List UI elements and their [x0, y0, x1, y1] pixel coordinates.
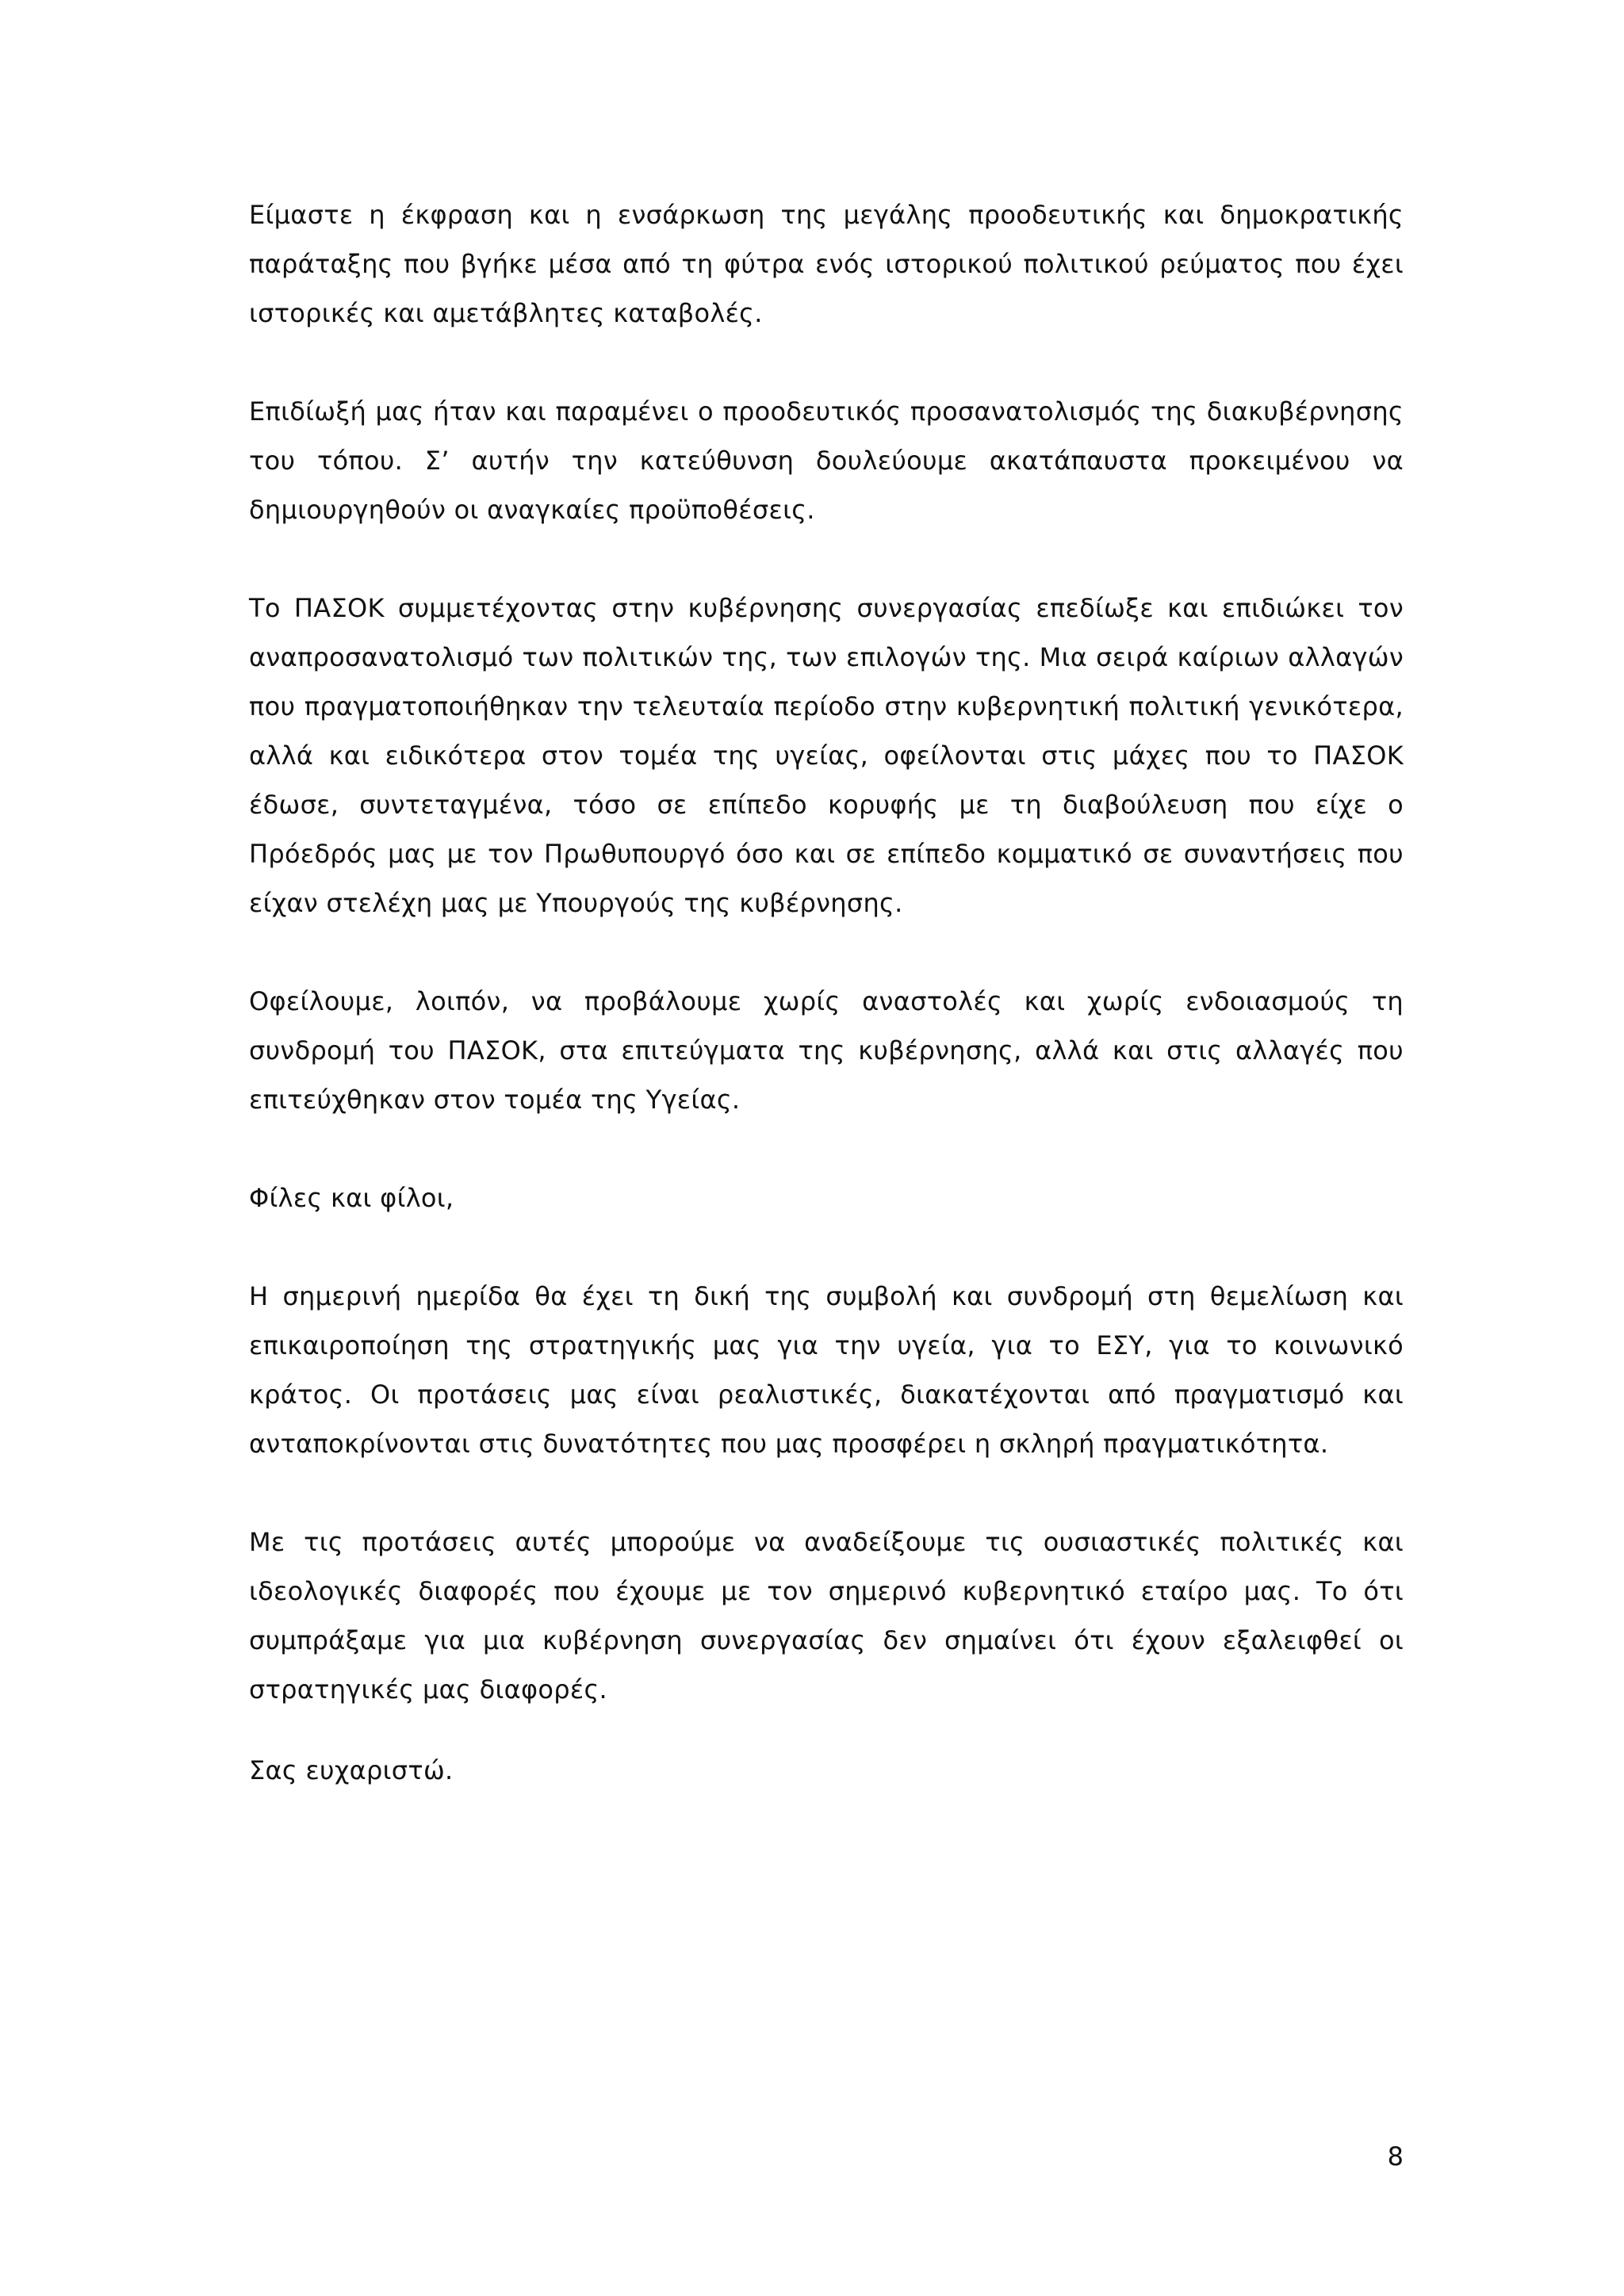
body-text — [249, 190, 1404, 1844]
paragraph-3: Το ΠΑΣΟΚ συμμετέχοντας στην κυβέρνησης συνεργασίας επεδίωξε και επιδιώκει τον αναπροσανατολισμό των πολιτικών της, των επιλογών της. Μια σειρά καίριων αλλαγών που πραγματοποιήθηκαν την τελευταία περίοδο στην κυβερνητική πολιτική γενικότερα, αλλά και ειδικότερα στον τομέα της υγείας, οφείλονται στις μάχες που το ΠΑΣΟΚ έδωσε, συντεταγμένα, τόσο σε επίπεδο κορυφής με τη διαβούλευση που είχε ο Πρόεδρός μας με τον Πρωθυπουργό όσο και σε επίπεδο κομματικό σε συναντήσεις που είχαν στελέχη μας με Υπουργούς της κυβέρνησης. — [249, 593, 1404, 918]
paragraph-2: Επιδίωξή μας ήταν και παραμένει ο προοδευτικός προσανατολισμός της διακυβέρνησης του τόπου. Σ’ αυτήν την κατεύθυνση δουλεύουμε ακατάπαυστα προκειμένου να δημιουργηθούν οι αναγκαίες προϋποθέσεις. — [249, 396, 1404, 525]
paragraph-5: Η σημερινή ημερίδα θα έχει τη δική της συμβολή και συνδρομή στη θεμελίωση και επικαιροποίηση της στρατηγικής μας για την υγεία, για το ΕΣΥ, για το κοινωνικό κράτος. Οι προτάσεις μας είναι ρεαλιστικές, διακατέχονται από πραγματισμό και ανταποκρίνονται στις δυνατότητες που μας προσφέρει η σκληρή πραγματικότητα. — [249, 1281, 1404, 1459]
closing: Σας ευχαριστώ. — [249, 1755, 454, 1785]
salutation: Φίλες και φίλοι, — [249, 1183, 454, 1213]
paragraph-1: Είμαστε η έκφραση και η ενσάρκωση της μεγάλης προοδευτικής και δημοκρατικής παράταξης που βγήκε μέσα από τη φύτρα ενός ιστορικού πολιτικού ρεύματος που έχει ιστορικές και αμετάβλητες καταβολές. — [249, 200, 1404, 328]
paragraph-4: Οφείλουμε, λοιπόν, να προβάλουμε χωρίς αναστολές και χωρίς ενδοιασμούς τη συνδρομή του ΠΑΣΟΚ, στα επιτεύγματα της κυβέρνησης, αλλά και στις αλλαγές που επιτεύχθηκαν στον τομέα της Υγείας. — [249, 986, 1404, 1115]
paragraph-6: Με τις προτάσεις αυτές μπορούμε να αναδείξουμε τις ουσιαστικές πολιτικές και ιδεολογικές διαφορές που έχουμε με τον σημερινό κυβερνητικό εταίρο μας. Το ότι συμπράξαμε για μια κυβέρνηση συνεργασίας δεν σημαίνει ότι έχουν εξαλειφθεί οι στρατηγικές μας διαφορές. — [249, 1527, 1404, 1705]
page-number: 8 — [1387, 2141, 1404, 2172]
